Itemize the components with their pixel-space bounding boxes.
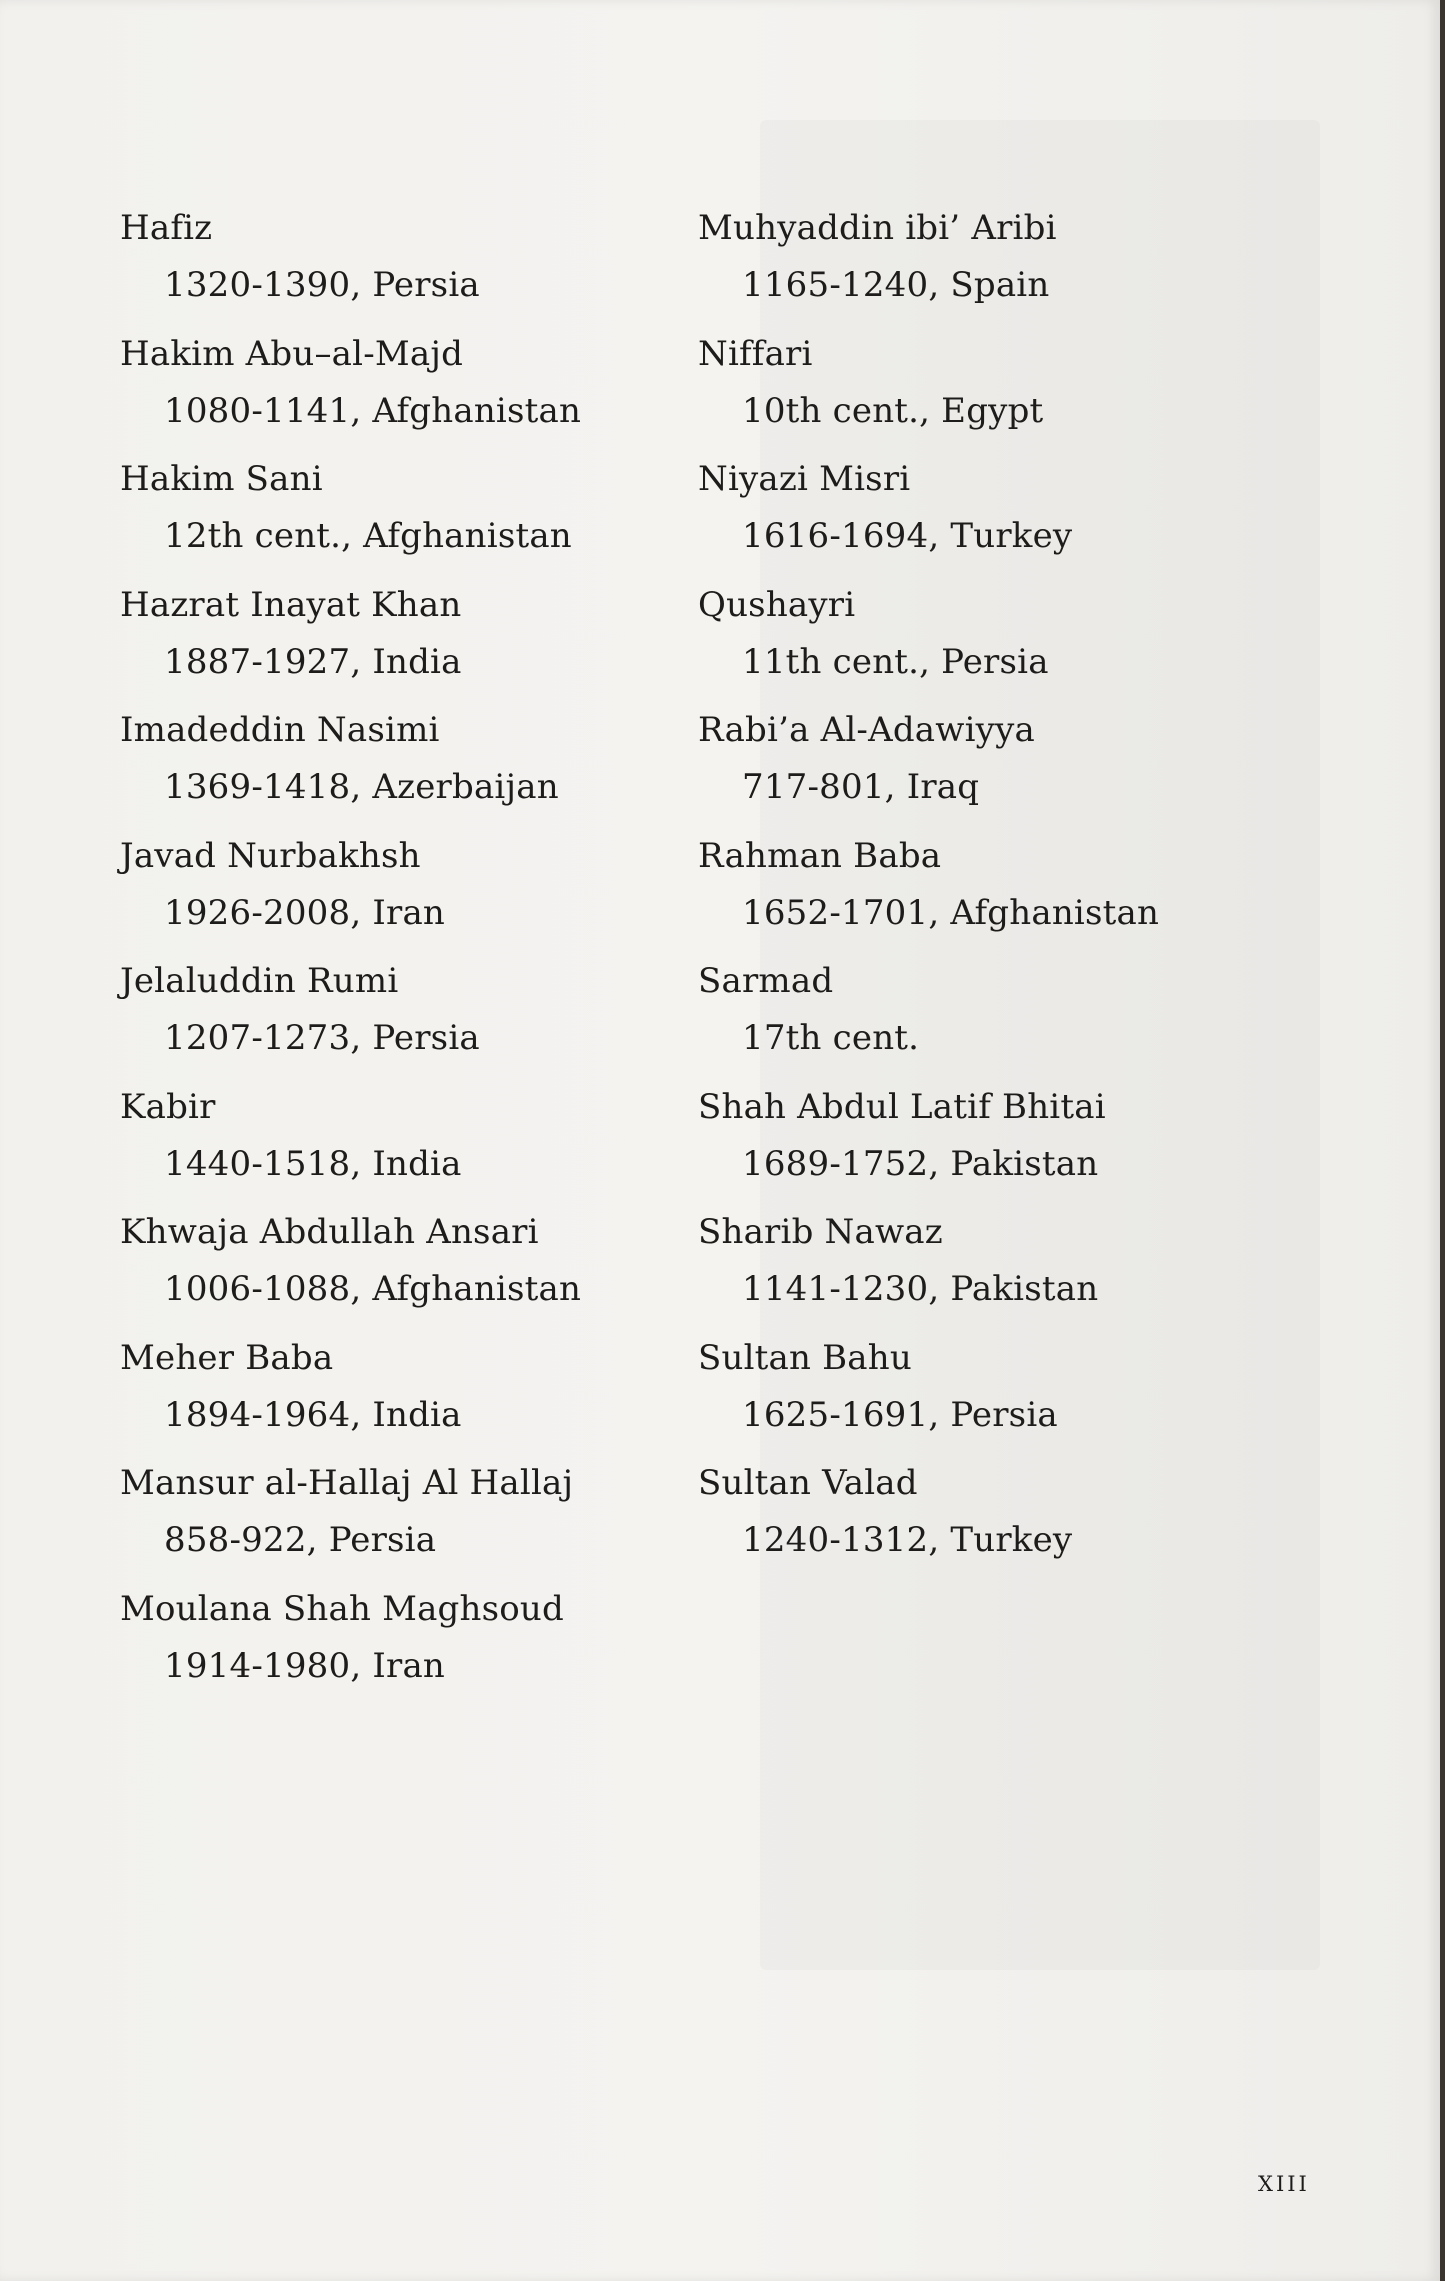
poet-name: Muhyaddin ibi’ Aribi	[698, 208, 1057, 248]
list-item	[120, 1581, 680, 1707]
poet-dates-place: 17th cent.	[742, 1018, 920, 1058]
list-item	[120, 953, 680, 1079]
poet-dates-place: 1887-1927, India	[164, 641, 462, 682]
poet-dates-place: 1616-1694, Turkey	[742, 516, 1073, 556]
poet-name: Mansur al-Hallaj Al Hallaj	[120, 1463, 574, 1503]
left-column	[120, 200, 680, 1706]
list-item	[698, 1079, 1298, 1205]
poet-name: Javad Nurbakhsh	[120, 835, 421, 876]
list-item	[120, 1455, 680, 1581]
poet-name: Moulana Shah Maghsoud	[120, 1588, 564, 1629]
poet-name: Hazrat Inayat Khan	[120, 584, 462, 625]
list-item	[698, 1455, 1298, 1581]
list-item	[120, 1079, 680, 1205]
poet-dates-place: 12th cent., Afghanistan	[164, 516, 572, 556]
poet-dates-place: 717-801, Iraq	[742, 767, 980, 807]
list-item	[698, 1204, 1298, 1330]
page-edge	[1440, 0, 1445, 2281]
poet-dates-place: 1625-1691, Persia	[742, 1394, 1058, 1435]
poet-dates-place: 1006-1088, Afghanistan	[164, 1269, 582, 1309]
list-item	[120, 326, 680, 452]
poet-name: Hakim Abu–al-Majd	[120, 333, 464, 374]
poet-name: Shah Abdul Latif Bhitai	[698, 1086, 1106, 1127]
poet-name: Sharib Nawaz	[698, 1212, 943, 1252]
poet-name: Hakim Sani	[120, 459, 323, 499]
poet-name: Sultan Valad	[698, 1463, 918, 1503]
list-item	[120, 1330, 680, 1456]
list-item	[698, 200, 1298, 326]
poet-dates-place: 1141-1230, Pakistan	[742, 1269, 1099, 1309]
list-item	[120, 828, 680, 954]
list-item	[698, 1330, 1298, 1456]
poet-dates-place: 1240-1312, Turkey	[742, 1520, 1073, 1560]
list-item	[698, 451, 1298, 577]
list-item	[698, 702, 1298, 828]
list-item	[120, 1204, 680, 1330]
list-item	[698, 577, 1298, 703]
poet-name: Imadeddin Nasimi	[120, 710, 440, 750]
poet-dates-place: 1652-1701, Afghanistan	[742, 892, 1160, 933]
poet-name: Qushayri	[698, 584, 856, 625]
poet-dates-place: 1914-1980, Iran	[164, 1645, 446, 1686]
poet-dates-place: 11th cent., Persia	[742, 641, 1049, 682]
poet-name: Rahman Baba	[698, 835, 942, 876]
poet-dates-place: 1894-1964, India	[164, 1394, 462, 1435]
right-column	[698, 200, 1298, 1581]
poet-dates-place: 1207-1273, Persia	[164, 1018, 480, 1058]
poet-dates-place: 1926-2008, Iran	[164, 892, 446, 933]
list-item	[120, 577, 680, 703]
poet-name: Niffari	[698, 333, 813, 374]
poet-name: Niyazi Misri	[698, 459, 911, 499]
poet-name: Meher Baba	[120, 1337, 334, 1378]
poet-dates-place: 858-922, Persia	[164, 1520, 437, 1560]
poet-dates-place: 1320-1390, Persia	[164, 265, 480, 305]
list-item	[698, 326, 1298, 452]
poet-name: Kabir	[120, 1086, 216, 1127]
poet-dates-place: 10th cent., Egypt	[742, 390, 1044, 431]
list-item	[120, 451, 680, 577]
poet-dates-place: 1689-1752, Pakistan	[742, 1143, 1099, 1184]
poet-dates-place: 1080-1141, Afghanistan	[164, 390, 582, 431]
poet-dates-place: 1440-1518, India	[164, 1143, 462, 1184]
poet-name: Sarmad	[698, 961, 834, 1001]
list-item	[698, 953, 1298, 1079]
poet-name: Sultan Bahu	[698, 1337, 912, 1378]
poet-dates-place: 1165-1240, Spain	[742, 265, 1050, 305]
poet-name: Jelaluddin Rumi	[120, 961, 399, 1001]
list-item	[120, 200, 680, 326]
list-item	[120, 702, 680, 828]
page-number: XIII	[1258, 2172, 1310, 2196]
poet-dates-place: 1369-1418, Azerbaijan	[164, 767, 559, 807]
list-item	[698, 828, 1298, 954]
poet-name: Hafiz	[120, 208, 213, 248]
poet-name: Rabi’a Al-Adawiyya	[698, 710, 1035, 750]
poet-name: Khwaja Abdullah Ansari	[120, 1212, 539, 1252]
